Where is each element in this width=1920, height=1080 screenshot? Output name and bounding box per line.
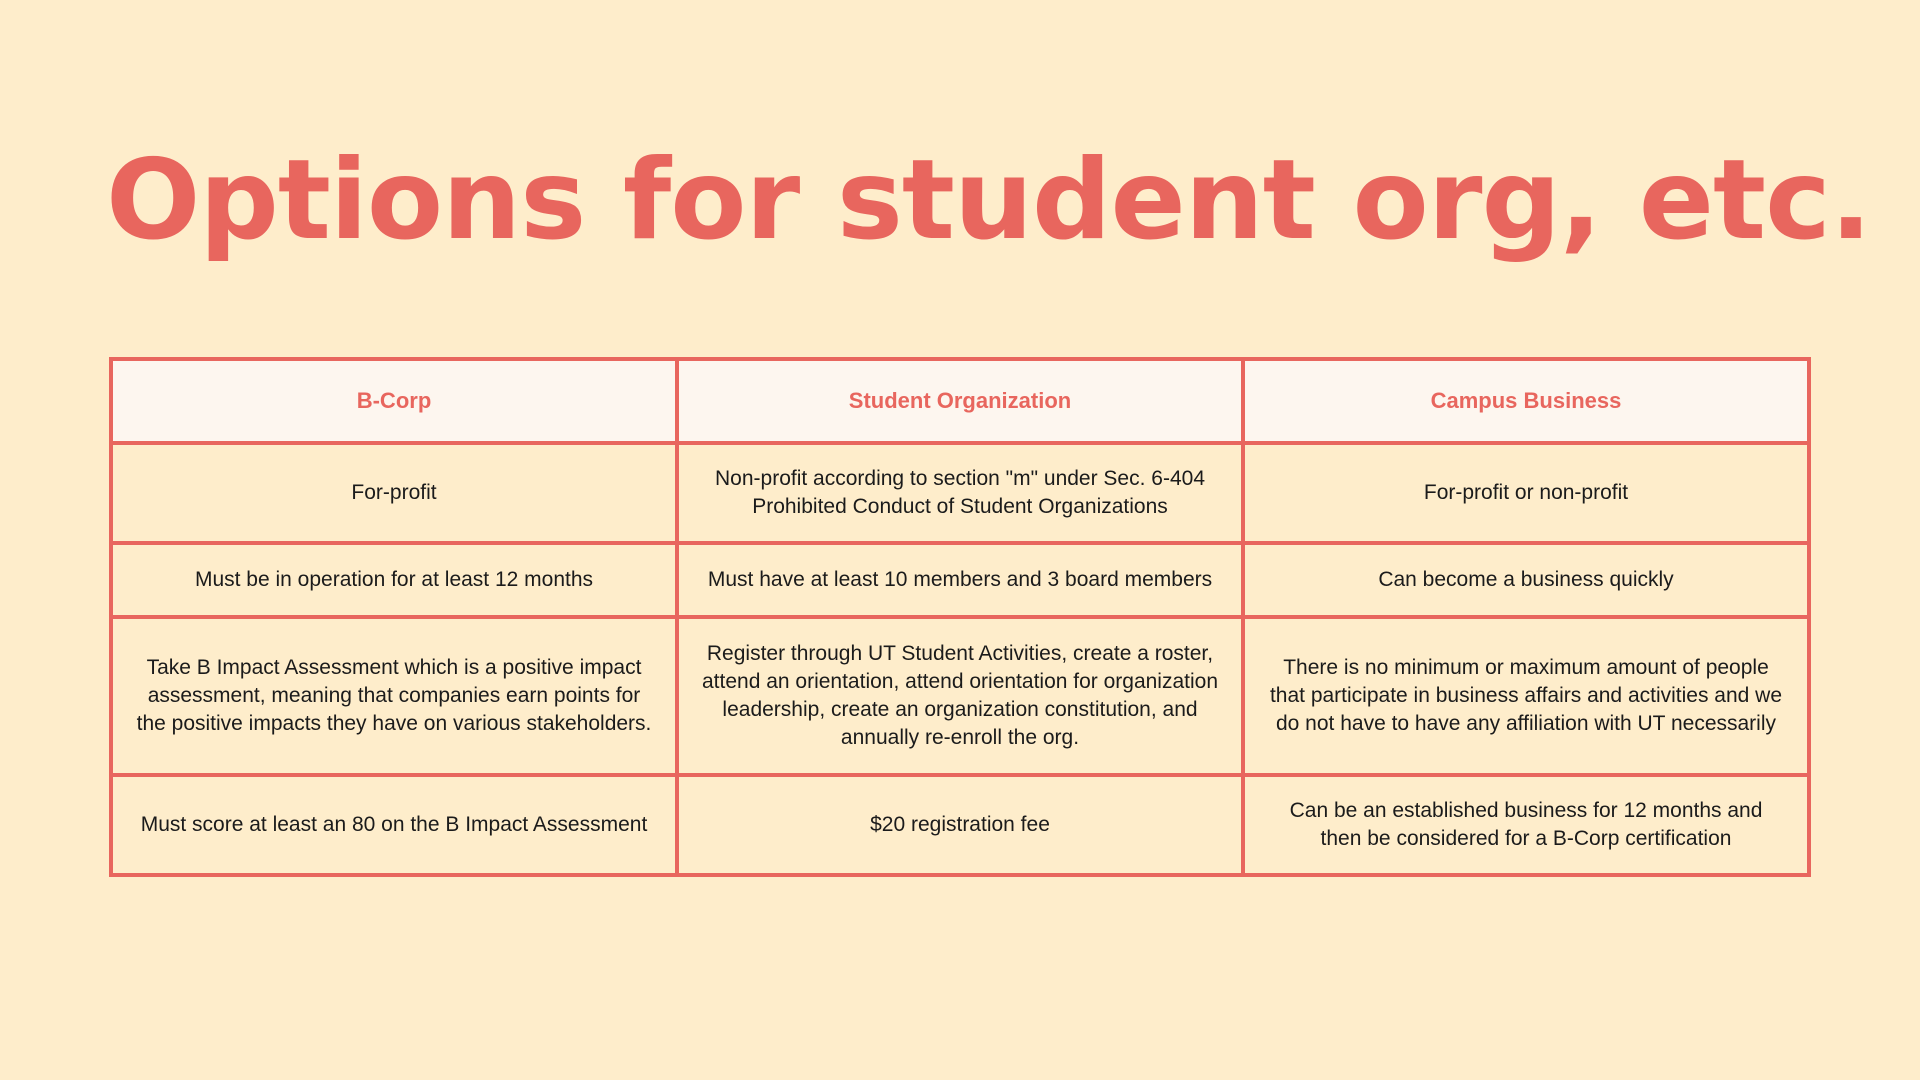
table-cell: Must have at least 10 members and 3 board members (677, 543, 1243, 617)
table-row (111, 543, 1809, 617)
table-row (111, 443, 1809, 543)
table-cell: Take B Impact Assessment which is a positive impact assessment, meaning that companies earn points for the positive impacts they have on various stakeholders. (111, 617, 677, 775)
page-title: Options for student org, etc. (106, 136, 1872, 265)
column-header-student-organization: Student Organization (677, 359, 1243, 443)
table-cell: Must score at least an 80 on the B Impact Assessment (111, 775, 677, 875)
table-cell: $20 registration fee (677, 775, 1243, 875)
table-cell: Must be in operation for at least 12 months (111, 543, 677, 617)
table-cell: Can become a business quickly (1243, 543, 1809, 617)
comparison-table (109, 357, 1811, 877)
table-cell: For-profit or non-profit (1243, 443, 1809, 543)
column-header-campus-business: Campus Business (1243, 359, 1809, 443)
table-cell: Non-profit according to section "m" under Sec. 6-404 Prohibited Conduct of Student Organizations (677, 443, 1243, 543)
table-cell: For-profit (111, 443, 677, 543)
table-cell: Register through UT Student Activities, create a roster, attend an orientation, attend orientation for organization leadership, create an organization constitution, and annually re-enroll the org. (677, 617, 1243, 775)
column-header-b-corp: B-Corp (111, 359, 677, 443)
table-header-row (111, 359, 1809, 443)
table-cell: Can be an established business for 12 months and then be considered for a B-Corp certification (1243, 775, 1809, 875)
table-row (111, 617, 1809, 775)
table-cell: There is no minimum or maximum amount of people that participate in business affairs and activities and we do not have to have any affiliation with UT necessarily (1243, 617, 1809, 775)
table-row (111, 775, 1809, 875)
